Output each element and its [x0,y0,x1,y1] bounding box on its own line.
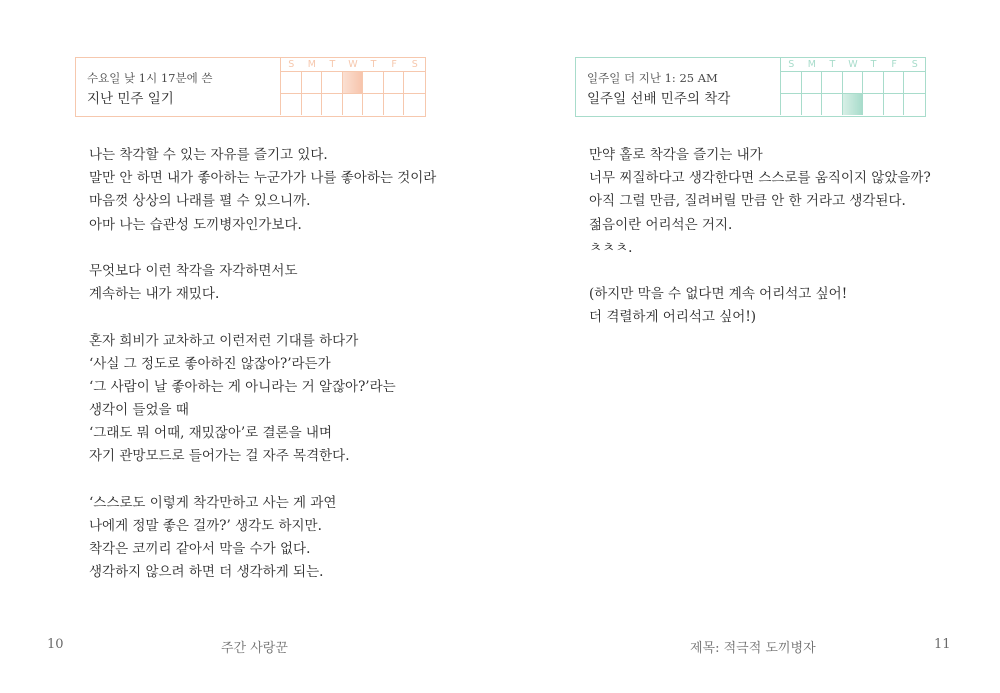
calendar-cell [281,72,302,94]
body-line: ‘스스로도 이렇게 착각만하고 사는 게 과연 [89,494,337,511]
diary-entry-time: 수요일 낮 1시 17분에 쓴 [87,71,213,85]
right-page [500,0,1000,693]
calendar-cell [904,72,925,94]
weekday-label: F [884,58,905,72]
weekday-calendar [280,58,425,115]
calendar-cell [343,94,364,116]
weekday-label: T [822,58,843,72]
calendar-cell [384,94,405,116]
body-line: 더 격렬하게 어리석고 싶어!) [589,309,757,326]
body-line: 아직 그럴 만큼, 질려버릴 만큼 안 한 거라고 생각된다. [589,193,906,210]
diary-header-box [575,57,926,117]
body-line: ‘그래도 뭐 어때, 재밌잖아’로 결론을 내며 [89,425,332,442]
diary-entry-title: 일주일 선배 민주의 착각 [587,91,731,107]
calendar-cell [781,72,802,94]
body-line: 마음껏 상상의 나래를 펼 수 있으니까. [89,193,311,210]
calendar-cell [363,94,384,116]
body-line: 나는 착각할 수 있는 자유를 즐기고 있다. [89,147,328,163]
body-line: 자기 관망모드로 들어가는 걸 자주 목격한다. [89,448,350,465]
calendar-cell [384,72,405,94]
page-number: 10 [47,637,64,652]
body-line: (하지만 막을 수 없다면 계속 어리석고 싶어! [589,286,848,303]
body-line: 무엇보다 이런 착각을 자각하면서도 [89,262,298,279]
calendar-cell [843,72,864,94]
calendar-cell [322,72,343,94]
running-title: 제목: 적극적 도끼병자 [690,641,816,656]
weekday-label: T [363,58,384,72]
calendar-cell [404,72,425,94]
calendar-cell [363,72,384,94]
running-title: 주간 사랑꾼 [221,641,288,656]
body-line: ‘그 사람이 날 좋아하는 게 아니라는 거 알잖아?’라는 [89,378,396,395]
body-line: 만약 홀로 착각을 즐기는 내가 [589,147,763,163]
calendar-cell [884,94,905,116]
calendar-cell [802,94,823,116]
weekday-calendar [780,58,925,115]
calendar-cell [822,72,843,94]
page-number: 11 [934,637,951,652]
body-line: 나에게 정말 좋은 걸까?’ 생각도 하지만. [89,518,322,534]
calendar-cell [863,94,884,116]
diary-header-text [76,58,280,116]
weekday-label: S [281,58,302,72]
calendar-cell [302,72,323,94]
diary-header-box [75,57,426,117]
weekday-label: S [904,58,925,72]
body-line: 착각은 코끼리 같아서 막을 수가 없다. [89,541,311,558]
diary-header-text [576,58,780,116]
weekday-label: T [863,58,884,72]
calendar-cell [904,94,925,116]
diary-body [89,144,436,585]
weekday-label: W [843,58,864,72]
calendar-cell [281,94,302,116]
weekday-label: F [384,58,405,72]
body-line: 혼자 희비가 교차하고 이런저런 기대를 하다가 [89,332,359,349]
weekday-label: M [802,58,823,72]
body-line: 말만 안 하면 내가 좋아하는 누군가가 나를 좋아하는 것이라 [89,170,437,187]
calendar-cell [863,72,884,94]
body-line: ㅊㅊㅊ. [589,239,633,256]
diary-entry-time: 일주일 더 지난 1: 25 AM [587,71,718,85]
weekday-label: M [302,58,323,72]
weekday-label: T [322,58,343,72]
weekday-label: S [404,58,425,72]
body-line: 너무 찌질하다고 생각한다면 스스로를 움직이지 않았을까? [589,170,931,187]
diary-entry-title: 지난 민주 일기 [87,91,174,107]
calendar-cell [884,72,905,94]
body-line: 계속하는 내가 재밌다. [89,286,220,303]
calendar-cell-highlighted [343,72,364,94]
calendar-cell [404,94,425,116]
calendar-cell [322,94,343,116]
calendar-cell [781,94,802,116]
body-line: 젊음이란 어리석은 거지. [589,216,733,233]
diary-body [589,144,931,330]
body-line: 아마 나는 습관성 도끼병자인가보다. [89,216,302,233]
calendar-cell [822,94,843,116]
weekday-label: S [781,58,802,72]
body-line: 생각하지 않으려 하면 더 생각하게 되는. [89,564,324,581]
calendar-cell-highlighted [843,94,864,116]
calendar-cell [302,94,323,116]
body-line: 생각이 들었을 때 [89,402,189,419]
body-line: ‘사실 그 정도로 좋아하진 않잖아?’라든가 [89,355,331,372]
weekday-label: W [343,58,364,72]
calendar-cell [802,72,823,94]
